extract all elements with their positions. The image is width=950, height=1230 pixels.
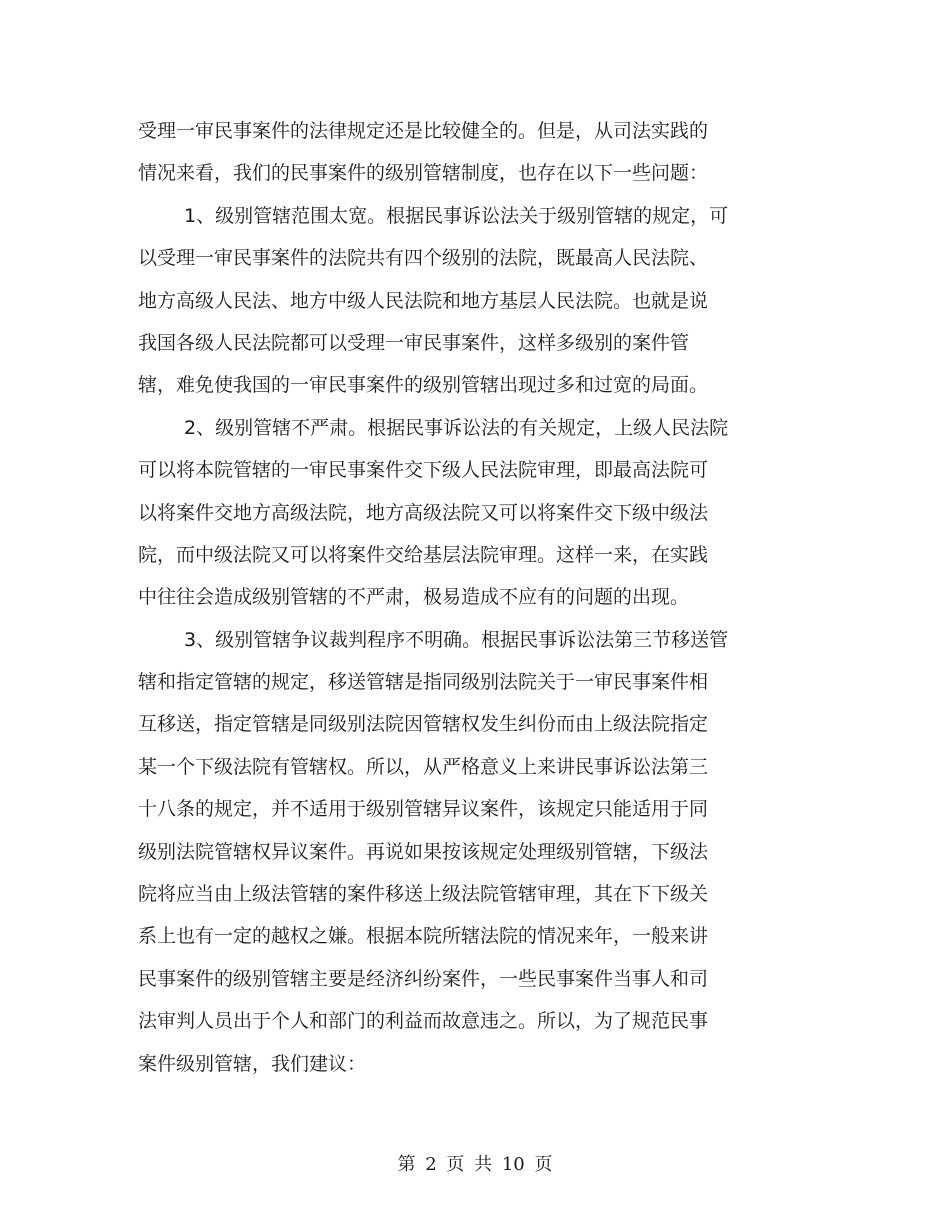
- text-line: 辖，难免使我国的一审民事案件的级别管辖出现过多和过宽的局面。: [138, 374, 709, 397]
- page-number-footer: 第 2 页 共 10 页: [397, 1154, 553, 1175]
- document-body: [138, 110, 778, 1085]
- text-line: 以受理一审民事案件的法院共有四个级别的法院，既最高人民法院、: [138, 247, 709, 270]
- text-line: 法审判人员出于个人和部门的利益而故意违之。所以，为了规范民事: [138, 1010, 709, 1033]
- text-line: 院将应当由上级法管辖的案件移送上级法院管辖审理，其在下下级关: [138, 883, 709, 906]
- text-line: 互移送，指定管辖是同级别法院因管辖权发生纠份而由上级法院指定: [138, 713, 709, 736]
- text-line: 1、级别管辖范围太宽。根据民事诉讼法关于级别管辖的规定，可: [184, 204, 729, 227]
- text-line: 可以将本院管辖的一审民事案件交下级人民法院审理，即最高法院可: [138, 459, 709, 482]
- text-line: 级别法院管辖权异议案件。再说如果按该规定处理级别管辖，下级法: [138, 840, 709, 863]
- text-line: 以将案件交地方高级法院，地方高级法院又可以将案件交下级中级法: [138, 501, 709, 524]
- text-line: 十八条的规定，并不适用于级别管辖异议案件，该规定只能适用于同: [138, 798, 709, 821]
- text-line: 辖和指定管辖的规定，移送管辖是指同级别法院关于一审民事案件相: [138, 671, 709, 694]
- text-line: 中往往会造成级别管辖的不严肃，极易造成不应有的问题的出现。: [138, 586, 690, 609]
- text-line: 案件级别管辖，我们建议：: [138, 1052, 367, 1075]
- text-line: 3、级别管辖争议裁判程序不明确。根据民事诉讼法第三节移送管: [184, 628, 729, 651]
- text-line: 民事案件的级别管辖主要是经济纠纷案件，一些民事案件当事人和司: [138, 967, 709, 990]
- text-line: 地方高级人民法、地方中级人民法院和地方基层人民法院。也就是说: [138, 289, 709, 312]
- text-line: 某一个下级法院有管辖权。所以，从严格意义上来讲民事诉讼法第三: [138, 755, 709, 778]
- text-line: 系上也有一定的越权之嫌。根据本院所辖法院的情况来年，一般来讲: [138, 925, 709, 948]
- text-line: 情况来看，我们的民事案件的级别管辖制度，也存在以下一些问题：: [138, 162, 709, 185]
- text-line: 2、级别管辖不严肃。根据民事诉讼法的有关规定，上级人民法院: [184, 416, 729, 439]
- text-line: 我国各级人民法院都可以受理一审民事案件，这样多级别的案件管: [138, 331, 690, 354]
- text-line: 受理一审民事案件的法律规定还是比较健全的。但是，从司法实践的: [138, 120, 709, 142]
- text-line: 院，而中级法院又可以将案件交给基层法院审理。这样一来，在实践: [138, 543, 709, 566]
